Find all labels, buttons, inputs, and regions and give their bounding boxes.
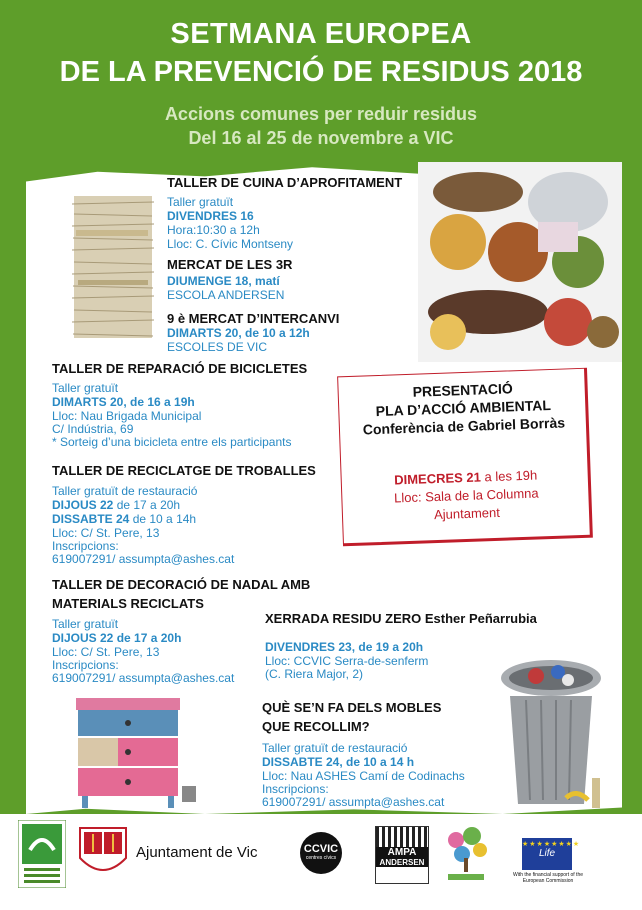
event-nadal-line3: Inscripcions: <box>52 658 119 672</box>
ccvic-sub: centres cívics <box>305 855 337 861</box>
event-troballes-line4: 619007291/ assumpta@ashes.cat <box>52 552 235 566</box>
event-bicicletes-line3: C/ Indústria, 69 <box>52 422 134 436</box>
presentation-line4: Lloc: Sala de la Columna <box>393 485 539 506</box>
eu-flag-icon <box>522 838 581 870</box>
subtitle-line-1: Accions comunes per reduir residus <box>164 104 478 124</box>
event-xerrada-line1: Lloc: CCVIC Serra-de-senferm <box>265 654 429 668</box>
event-mercat3r-title: MERCAT DE LES 3R <box>167 257 293 272</box>
trash-bin-image <box>496 648 606 814</box>
event-bicicletes-date: DIMARTS 20, de 16 a 19h <box>52 395 195 409</box>
event-bicicletes-title: TALLER DE REPARACIÓ DE BICICLETES <box>52 361 308 376</box>
subtitle-line-2: Del 16 al 25 de novembre a VIC <box>188 128 454 148</box>
event-nadal-title-1: TALLER DE DECORACIÓ DE NADAL AMB <box>52 577 311 592</box>
event-mobles-date: DISSABTE 24, de 10 a 14 h <box>262 755 415 769</box>
event-xerrada-title: XERRADA RESIDU ZERO Esther Peñarrubia <box>265 611 537 626</box>
title-line-2: DE LA PREVENCIÓ DE RESIDUS 2018 <box>59 56 583 88</box>
event-mercat3r-line1: ESCOLA ANDERSEN <box>167 288 285 302</box>
event-cuina-line2: Hora:10:30 a 12h <box>167 223 260 237</box>
event-xerrada-line2: (C. Riera Major, 2) <box>265 667 364 681</box>
event-nadal-line4: 619007291/ assumpta@ashes.cat <box>52 671 235 685</box>
painted-drawer-image <box>70 694 200 810</box>
event-troballes-line3: Inscripcions: <box>52 539 119 553</box>
presentation-line2: PLA D’ACCIÓ AMBIENTAL <box>375 396 552 420</box>
ampa-building-icon <box>376 827 428 847</box>
food-waste-image <box>418 162 622 362</box>
ampa-andersen-logo <box>375 826 429 884</box>
event-troballes-line1: Taller gratuït de restauració <box>52 484 198 498</box>
paper-stack-image <box>70 190 156 342</box>
ajuntament-label: Ajuntament de Vic <box>136 844 258 861</box>
event-mercat3r-date: DIUMENGE 18, matí <box>167 274 280 288</box>
presentation-line3: Conferència de Gabriel Borràs <box>362 414 566 438</box>
event-cuina-date: DIVENDRES 16 <box>167 209 254 223</box>
event-mobles-line4: 619007291/ assumpta@ashes.cat <box>262 795 445 809</box>
event-cuina-line3: Lloc: C. Cívic Montseny <box>167 237 294 251</box>
header-banner <box>0 0 642 170</box>
eu-stars-icon: ★★★★★★★★ <box>522 841 581 848</box>
event-troballes-date1: DIJOUS 22 <box>52 498 114 512</box>
event-mobles-title-1: QUÈ SE’N FA DELS MOBLES <box>262 700 442 715</box>
presentation-line5: Ajuntament <box>433 504 501 523</box>
ampa-label-2: ANDERSEN <box>376 858 428 867</box>
event-troballes-date1-rest: de 17 a 20h <box>113 498 181 512</box>
event-mobles-line3: Inscripcions: <box>262 782 329 796</box>
life-label: Life <box>538 848 556 859</box>
event-cuina-title: TALLER DE CUINA D’APROFITAMENT <box>167 175 403 190</box>
presentation-box <box>337 368 593 547</box>
event-nadal-line1: Taller gratuït <box>52 617 119 631</box>
event-nadal-date: DIJOUS 22 de 17 a 20h <box>52 631 182 645</box>
title-line-1: SETMANA EUROPEA <box>170 18 472 50</box>
event-mobles-line1: Taller gratuït de restauració <box>262 741 408 755</box>
ashes-tree-logo <box>442 824 490 884</box>
event-nadal-line2: Lloc: C/ St. Pere, 13 <box>52 645 160 659</box>
event-bicicletes-line1: Taller gratuït <box>52 381 119 395</box>
event-cuina-line1: Taller gratuït <box>167 195 234 209</box>
event-bicicletes-line2: Lloc: Nau Brigada Municipal <box>52 409 202 423</box>
vic-coat-of-arms-icon <box>76 824 130 882</box>
event-troballes-date1-row <box>52 498 180 512</box>
event-intercanvi-title: 9 è MERCAT D’INTERCANVI <box>167 311 340 326</box>
event-mobles-title-2: QUE RECOLLIM? <box>262 719 370 734</box>
presentation-date-rest: a les 19h <box>480 467 538 485</box>
event-bicicletes-line4: * Sorteig d’una bicicleta entre els participants <box>52 435 292 449</box>
eu-support-text: With the financial support of the European Commission <box>512 872 584 884</box>
event-troballes-date2: DISSABTE 24 <box>52 512 130 526</box>
event-troballes-date2-row <box>52 512 196 526</box>
presentation-date: DIMECRES 21 <box>393 469 482 488</box>
event-mobles-line2: Lloc: Nau ASHES Camí de Codinachs <box>262 769 465 783</box>
event-troballes-date2-rest: de 10 a 14h <box>129 512 197 526</box>
event-nadal-title-2: MATERIALS RECICLATS <box>52 596 204 611</box>
ampa-label: AMPA <box>376 847 428 858</box>
event-troballes-title: TALLER DE RECICLATGE DE TROBALLES <box>52 463 316 478</box>
event-intercanvi-line1: ESCOLES DE VIC <box>167 340 268 354</box>
setmana-europea-logo <box>18 820 66 888</box>
ccvic-label: CCVIC <box>303 843 339 855</box>
presentation-line1: PRESENTACIÓ <box>412 380 513 400</box>
event-intercanvi-date: DIMARTS 20, de 10 a 12h <box>167 326 310 340</box>
ccvic-logo <box>300 832 342 874</box>
event-xerrada-date: DIVENDRES 23, de 19 a 20h <box>265 640 424 654</box>
event-troballes-line2: Lloc: C/ St. Pere, 13 <box>52 526 160 540</box>
